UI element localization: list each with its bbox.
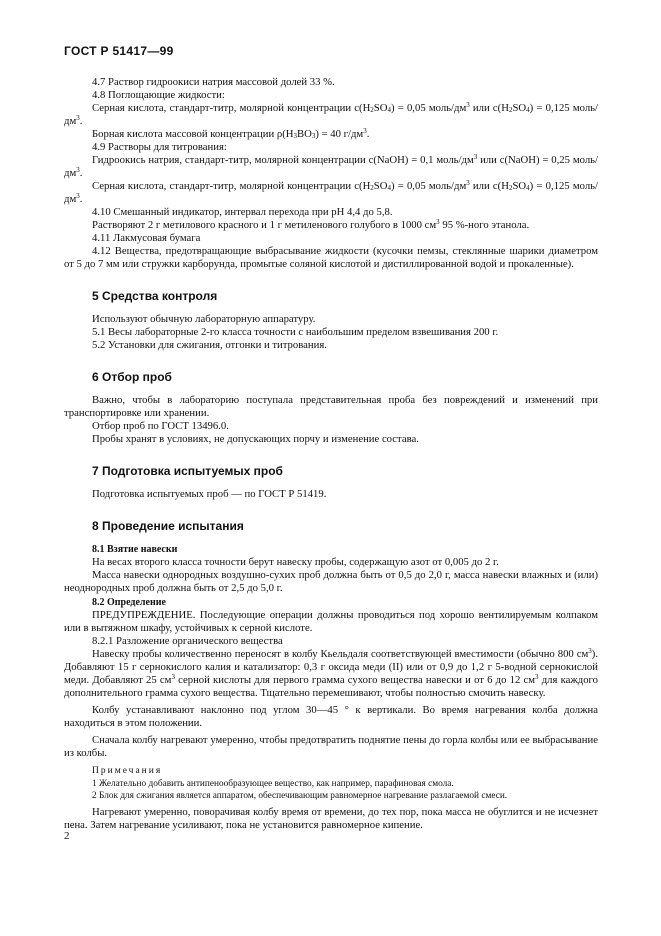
clause-8-2-1-p3: Сначала колбу нагревают умеренно, чтобы предотвратить поднятие пены до горла колбы или ее выбрасывание из колбы. <box>64 734 598 759</box>
notes-heading: Примечания <box>92 766 163 776</box>
clause-4-11: 4.11 Лакмусовая бумага <box>92 232 201 244</box>
subsection-8-2-heading: 8.2 Определение <box>92 597 166 608</box>
clause-4-9-naoh: Гидроокись натрия, стандарт-титр, молярной концентрации с(NaOH) = 0,1 моль/$дм^3$ или с(NaOH) = 0,25 моль/$дм^3$. <box>64 153 599 179</box>
section-6-heading: 6 Отбор проб <box>92 370 172 384</box>
clause-8-1-p2: Масса навески однородных воздушно-сухих проб должна быть от 0,5 до 2,0 г, масса навески влажных и (или) неоднородных проб должна быть от 2,5 до 5,0 г. <box>64 569 598 594</box>
section-6-p2: Отбор проб по ГОСТ 13496.0. <box>92 420 229 432</box>
clause-4-8: 4.8 Поглощающие жидкости: <box>92 89 225 101</box>
clause-4-12: 4.12 Вещества, предотвращающие выбрасывание жидкости (кусочки пемзы, стеклянные шарики диаметром от 5 до 7 мм или стружки карборунда, промытые соляной кислотой и дистиллированной водой и прокаленные). <box>64 245 598 270</box>
clause-8-1-p1: На весах второго класса точности берут навеску пробы, содержащую азот от 0,005 до 2 г. <box>92 556 499 568</box>
section-7-p1: Подготовка испытуемых проб — по ГОСТ Р 51419. <box>92 488 327 500</box>
section-7-heading: 7 Подготовка испытуемых проб <box>92 464 283 478</box>
section-5-heading: 5 Средства контроля <box>92 289 218 303</box>
subsection-8-1-heading: 8.1 Взятие навески <box>92 544 178 555</box>
section-6-p1: Важно, чтобы в лабораторию поступала представительная проба без повреждений и изменений при транспортировке или хранении. <box>64 394 598 419</box>
note-2: 2 Блок для сжигания является аппаратом, обеспечивающим равномерное нагревание разлагаемой смеси. <box>92 791 508 801</box>
clause-4-9: 4.9 Растворы для титрования: <box>92 141 227 153</box>
clause-4-9-sulfuric: Серная кислота, стандарт-титр, молярной концентрации $с(H_2SO_4) = 0,05$ моль/$дм^3$ или $с(H_2SO_4) = 0,125$ моль/$дм^3$. <box>64 179 598 205</box>
section-5-intro: Используют обычную лабораторную аппаратуру. <box>92 313 316 325</box>
page-number: 2 <box>64 830 70 842</box>
section-6-p3: Пробы хранят в условиях, не допускающих порчу и изменение состава. <box>92 433 419 445</box>
clause-4-7: 4.7 Раствор гидроокиси натрия массовой долей 33 %. <box>92 76 335 88</box>
warning-paragraph: ПРЕДУПРЕЖДЕНИЕ. Последующие операции должны проводиться под хорошо вентилируемым колпаком или в вытяжном шкафу, устойчивых к серной кислоте. <box>64 609 598 634</box>
clause-4-10-preparation: Растворяют 2 г метилового красного и 1 г метиленового голубого в 1000 $см^3$ 95 %-ного этанола. <box>92 218 530 231</box>
clause-4-8-boric: Борная кислота массовой концентрации $\rho(H_3BO_3) = 40$ $г/дм^3$. <box>92 127 370 140</box>
section-8-heading: 8 Проведение испытания <box>92 519 244 533</box>
note-1: 1 Желательно добавить антипенообразующее вещество, как например, парафиновая смола. <box>92 779 454 789</box>
clause-4-10: 4.10 Смешанный индикатор, интервал перехода при pH 4,4 до 5,8. <box>92 206 393 218</box>
page-content <box>64 76 598 832</box>
clause-4-8-sulfuric: Серная кислота, стандарт-титр, молярной концентрации $с(H_2SO_4) = 0,05$ моль/$дм^3$ или $с(H_2SO_4) = 0,125$ моль/$дм^3$. <box>64 101 598 127</box>
page-header: ГОСТ Р 51417—99 <box>64 44 174 58</box>
clause-8-2-1-p4: Нагревают умеренно, поворачивая колбу время от времени, до тех пор, пока масса не обуглится и не исчезнет пена. Затем нагревание усиливают, пока не установится равномерное кипение. <box>64 806 598 831</box>
clause-8-2-1-p1: Навеску пробы количественно переносят в колбу Кьельдаля соответствующей вместимости (обычно 800 $см^3$). Добавляют 15 г сернокислого калия и катализатор: 0,3 г оксида меди (II) или от 0,9 до 1,2 г 5-водной сернокислой меди. Добавляют 25 $см^3$ серной кислоты для первого грамма сухого вещества навески и от 6 до 12 $см^3$ для каждого дополнительного грамма сухого вещества. Тщательно перемешивают, чтобы полностью смочить навеску. <box>64 647 598 699</box>
clause-8-2-1-p2: Колбу устанавливают наклонно под углом 30—45 ° к вертикали. Во время нагревания колба должна находиться в этом положении. <box>64 704 598 729</box>
clause-5-1: 5.1 Весы лабораторные 2-го класса точности с наибольшим пределом взвешивания 200 г. <box>92 326 499 338</box>
clause-8-2-1-heading: 8.2.1 Разложение органического вещества <box>92 635 283 647</box>
clause-5-2: 5.2 Установки для сжигания, отгонки и титрования. <box>92 339 327 351</box>
